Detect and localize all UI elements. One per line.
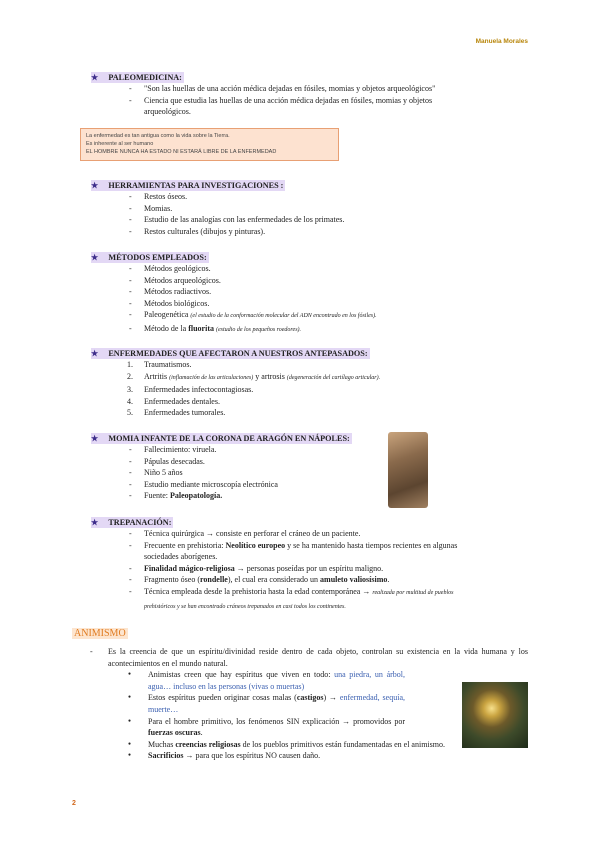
list-item bbox=[91, 359, 380, 371]
highlight: una piedra, un árbol, agua… incluso en las personas (vivas o muertas) bbox=[148, 670, 406, 691]
list-enfermedades bbox=[91, 359, 380, 419]
list-animismo bbox=[90, 669, 405, 739]
section-trepanacion bbox=[91, 517, 528, 613]
list-herramientas bbox=[91, 191, 344, 237]
list-item bbox=[91, 396, 380, 408]
text: → para que los espíritus NO causen daño. bbox=[183, 751, 321, 761]
text: Enfermedades dentales. bbox=[144, 396, 220, 406]
list-item: - Ciencia que estudia las huellas de una acción médica dejadas en fósiles, momias y objetos bbox=[91, 95, 528, 107]
list-item: - Estudio mediante microscopía electrónica bbox=[91, 479, 352, 491]
list-item: - Estudio de las analogías con las enfermedades de los primates. bbox=[91, 214, 344, 226]
term-note: (el estudio de la conformación molecular del ADN encontrado en los fósiles). bbox=[190, 313, 377, 320]
list-item: - Restos culturales (dibujos y pinturas). bbox=[91, 226, 344, 238]
term: amuleto valiosísimo bbox=[320, 575, 388, 585]
text: de los pueblos primitivos están fundamentadas en el animismo. bbox=[240, 739, 445, 749]
text: Enfermedades infectocontagiosas. bbox=[144, 385, 254, 395]
text: y se ha mantenido hasta tiempos recientes en algunas bbox=[285, 540, 458, 550]
list-item bbox=[91, 371, 380, 385]
mummy-photo bbox=[388, 432, 428, 508]
list-item: - Niño 5 años bbox=[91, 467, 352, 479]
list-item bbox=[90, 716, 405, 739]
heading-text: MOMIA INFANTE DE LA CORONA DE ARAGÓN EN NÁPOLES: bbox=[108, 434, 350, 443]
list-item bbox=[91, 407, 380, 419]
text: Estos espíritus pueden originar cosas malas ( bbox=[148, 693, 297, 703]
text: . bbox=[200, 728, 203, 738]
star-icon: ★ bbox=[91, 253, 99, 262]
term: castigos bbox=[296, 693, 324, 703]
text: Frecuente en prehistoria: bbox=[144, 540, 226, 550]
list-item bbox=[91, 323, 377, 337]
list-trepanacion bbox=[91, 528, 528, 613]
list-item: - Métodos geológicos. bbox=[91, 263, 377, 275]
item-number: 1. bbox=[127, 360, 133, 369]
term: rondelle bbox=[200, 575, 228, 585]
text: Traumatismos. bbox=[144, 360, 192, 369]
text: sociedades aborígenes. bbox=[144, 552, 218, 562]
term: Sacrificios bbox=[148, 751, 184, 761]
term: Neolítico europeo bbox=[225, 540, 286, 550]
list-item: - Restos óseos. bbox=[91, 191, 344, 203]
term: Finalidad mágico-religiosa → bbox=[144, 563, 245, 573]
term: Paleopatología. bbox=[170, 491, 223, 501]
list-item: - Técnica quirúrgica → consiste en perforar el cráneo de un paciente. bbox=[91, 528, 528, 540]
list-item-cont: arqueológicos. bbox=[144, 107, 191, 117]
term-note: (estudio de los pequeños roedores). bbox=[216, 326, 302, 333]
list-item: - Métodos radiactivos. bbox=[91, 286, 377, 298]
text: Fuente: bbox=[144, 491, 170, 501]
list-item bbox=[90, 750, 486, 762]
animismo-lead: - Es la creencia de que un espíritu/divinidad reside dentro de cada objeto, controlan su existencia en la vida humana y los acontecimientos en el mundo natural. bbox=[90, 646, 528, 669]
list-item bbox=[91, 586, 528, 613]
list-momia bbox=[91, 444, 352, 502]
text: personas poseídas por un espíritu maligno. bbox=[244, 563, 384, 573]
item-number: 3. bbox=[127, 385, 133, 395]
list-item: - Pápulas desecadas. bbox=[91, 456, 352, 468]
section-momia bbox=[91, 433, 352, 502]
list-metodos bbox=[91, 263, 377, 337]
heading-text: MÉTODOS EMPLEADOS: bbox=[108, 253, 207, 262]
list-item bbox=[91, 384, 380, 396]
term: Paleogenética bbox=[144, 310, 189, 320]
star-icon: ★ bbox=[91, 181, 99, 190]
list-item bbox=[91, 490, 352, 502]
heading-text: TREPANACIÓN: bbox=[108, 518, 172, 527]
note-line: La enfermedad es tan antigua como la vida sobre la Tierra. bbox=[86, 133, 230, 139]
term: artrosis bbox=[261, 371, 285, 381]
text: Enfermedades tumorales. bbox=[144, 408, 226, 418]
heading-text: ENFERMEDADES QUE AFECTARON A NUESTROS ANTEPASADOS: bbox=[108, 349, 368, 358]
item-number: 4. bbox=[127, 396, 133, 406]
list-item bbox=[90, 692, 405, 715]
text: ), el cual era considerado un bbox=[227, 575, 321, 585]
section-enfermedades bbox=[91, 348, 380, 419]
term-note: prehistóricos y se han encontrado cráneos trepanados en casi todos los continentes. bbox=[144, 603, 346, 610]
heading-enfermedades bbox=[91, 348, 370, 359]
list-item: - Fallecimiento: viruela. bbox=[91, 444, 352, 456]
heading-paleomedicina bbox=[91, 72, 184, 83]
text: ) → bbox=[323, 693, 340, 703]
list-item bbox=[91, 574, 528, 586]
list-item: - Métodos biológicos. bbox=[91, 298, 377, 310]
star-icon: ★ bbox=[91, 434, 99, 443]
term: fluorita bbox=[188, 323, 214, 333]
page-number: 2 bbox=[72, 800, 76, 807]
item-number: 5. bbox=[127, 408, 133, 418]
heading-trepanacion bbox=[91, 517, 173, 528]
text: Animistas creen que hay espíritus que viven en todo: bbox=[148, 670, 335, 680]
text: Técnica empleada desde la prehistoria hasta la edad contemporánea → bbox=[144, 586, 373, 596]
list-paleomedicina bbox=[91, 83, 528, 106]
highlight: enfermedad, sequía, muerte… bbox=[148, 693, 405, 714]
term: Artritis bbox=[144, 371, 168, 381]
list-item: - Métodos arqueológicos. bbox=[91, 275, 377, 287]
note-box bbox=[80, 128, 339, 161]
section-metodos bbox=[91, 252, 377, 337]
heading-metodos bbox=[91, 252, 209, 263]
term-note: (inflamación de las articulaciones) bbox=[169, 374, 254, 381]
text: Muchas bbox=[148, 739, 176, 749]
heading-text: HERRAMIENTAS PARA INVESTIGACIONES : bbox=[108, 181, 284, 190]
list-item bbox=[91, 540, 528, 563]
note-line: EL HOMBRE NUNCA HA ESTADO NI ESTARÁ LIBRE DE LA ENFERMEDAD bbox=[86, 149, 277, 155]
author-name: Manuela Morales bbox=[475, 38, 528, 45]
term-note: (degeneración del cartílago articular). bbox=[286, 374, 381, 381]
text: Método de la bbox=[144, 323, 189, 333]
heading-text: PALEOMEDICINA: bbox=[108, 73, 182, 82]
note-line: Es inherente al ser humano bbox=[86, 141, 154, 147]
animismo-title: ANIMISMO bbox=[74, 628, 126, 639]
list-item bbox=[91, 309, 377, 323]
text: . bbox=[387, 575, 390, 585]
list-item: - Momias. bbox=[91, 203, 344, 215]
text: Para el hombre primitivo, los fenómenos SIN explicación → promovidos por bbox=[148, 716, 405, 726]
list-item bbox=[90, 669, 405, 692]
term: creencias religiosas bbox=[175, 739, 241, 749]
heading-herramientas bbox=[91, 180, 285, 191]
star-icon: ★ bbox=[91, 518, 99, 527]
star-icon: ★ bbox=[91, 349, 99, 358]
list-item bbox=[91, 563, 528, 575]
item-number: 2. bbox=[127, 371, 133, 381]
term-note: realizada por multitud de pueblos bbox=[372, 589, 454, 596]
text: y bbox=[253, 371, 262, 381]
list-item: - "Son las huellas de una acción médica dejadas en fósiles, momias y objetos arqueológicos" bbox=[91, 83, 528, 95]
section-paleomedicina bbox=[91, 72, 528, 118]
list-animismo-2 bbox=[90, 739, 486, 762]
section-herramientas bbox=[91, 180, 344, 237]
star-icon: ★ bbox=[91, 73, 99, 82]
term: fuerzas oscuras bbox=[148, 728, 201, 738]
spirit-tree-photo bbox=[462, 682, 528, 748]
list-item bbox=[90, 739, 486, 751]
heading-momia bbox=[91, 433, 352, 444]
text: Fragmento óseo ( bbox=[144, 575, 200, 585]
